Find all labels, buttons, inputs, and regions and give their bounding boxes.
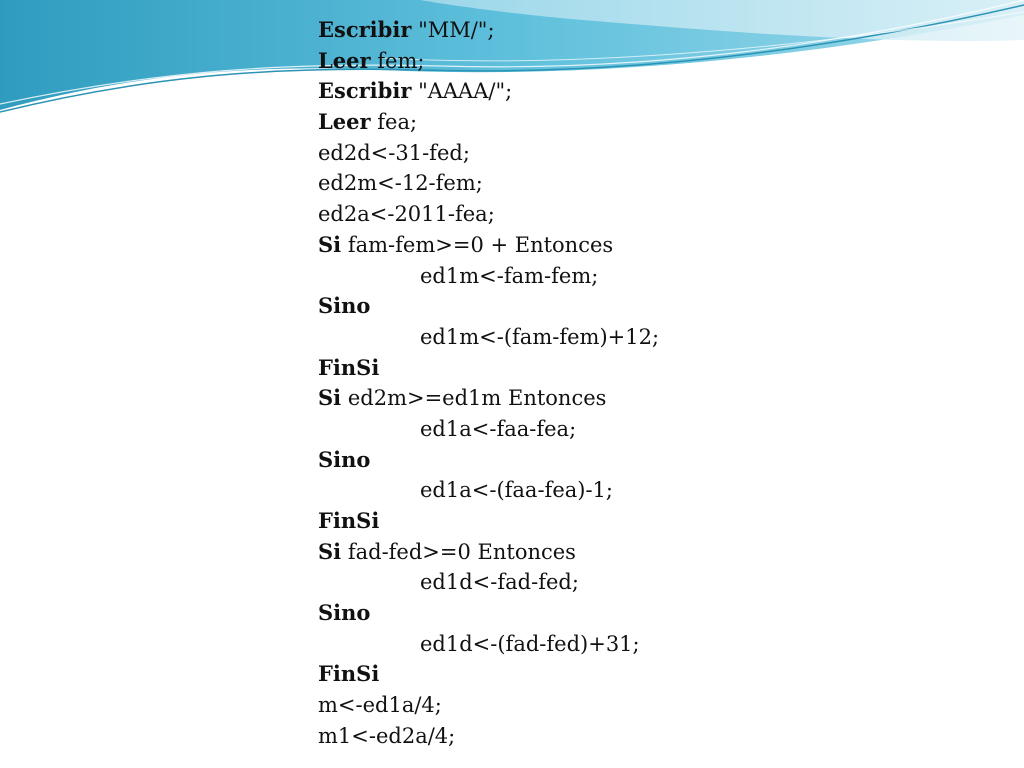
code-line	[318, 506, 659, 537]
pseudocode-listing	[318, 15, 659, 752]
code-text: ed2m>=ed1m Entonces	[341, 386, 607, 411]
code-line	[318, 690, 659, 721]
code-line	[318, 659, 659, 690]
code-line	[318, 138, 659, 169]
code-line	[318, 15, 659, 46]
code-keyword: Escribir	[318, 17, 412, 42]
code-line	[318, 414, 659, 445]
code-text: fam-fem>=0 + Entonces	[341, 232, 614, 257]
code-line	[318, 598, 659, 629]
code-line	[318, 46, 659, 77]
code-text: m<-ed1a/4;	[318, 693, 442, 718]
code-line	[318, 168, 659, 199]
code-line	[318, 230, 659, 261]
code-line	[318, 322, 659, 353]
code-keyword: Si	[318, 231, 342, 257]
code-text: fad-fed>=0 Entonces	[341, 539, 576, 564]
code-text: fem;	[370, 48, 425, 73]
code-line	[318, 199, 659, 230]
code-line	[318, 445, 659, 476]
code-text: ed2a<-2011-fea;	[318, 202, 495, 227]
code-line	[318, 721, 659, 752]
code-text: ed1d<-(fad-fed)+31;	[420, 631, 640, 656]
code-line	[318, 76, 659, 107]
code-text: ed1a<-(faa-fea)-1;	[420, 478, 613, 503]
code-keyword: Si	[318, 538, 342, 564]
code-keyword: Si	[318, 385, 342, 411]
code-line	[318, 383, 659, 414]
code-text: ed2d<-31-fed;	[318, 140, 470, 165]
code-line	[318, 475, 659, 506]
code-text: ed1a<-faa-fea;	[420, 416, 577, 441]
code-text: ed1d<-fad-fed;	[420, 570, 579, 595]
code-text: fea;	[370, 110, 418, 135]
code-text: "MM/";	[411, 18, 495, 42]
code-text: "AAAA/";	[411, 79, 513, 104]
code-text: ed2m<-12-fem;	[318, 171, 483, 196]
code-keyword: FinSi	[318, 508, 380, 533]
code-keyword: FinSi	[318, 354, 380, 380]
code-keyword: Leer	[318, 109, 371, 135]
code-text: m1<-ed2a/4;	[318, 723, 456, 748]
code-keyword: FinSi	[318, 661, 380, 687]
code-keyword: Sino	[318, 600, 371, 626]
code-keyword: Leer	[318, 47, 371, 73]
code-keyword: Sino	[318, 293, 371, 319]
code-line	[318, 567, 659, 598]
code-line	[318, 291, 659, 322]
code-line	[318, 353, 659, 384]
code-text: ed1m<-fam-fem;	[420, 263, 599, 288]
code-line	[318, 537, 659, 568]
code-line	[318, 629, 659, 660]
code-keyword: Sino	[318, 446, 371, 472]
code-line	[318, 261, 659, 292]
code-keyword: Escribir	[318, 78, 412, 104]
code-line	[318, 107, 659, 138]
code-text: ed1m<-(fam-fem)+12;	[420, 324, 660, 349]
